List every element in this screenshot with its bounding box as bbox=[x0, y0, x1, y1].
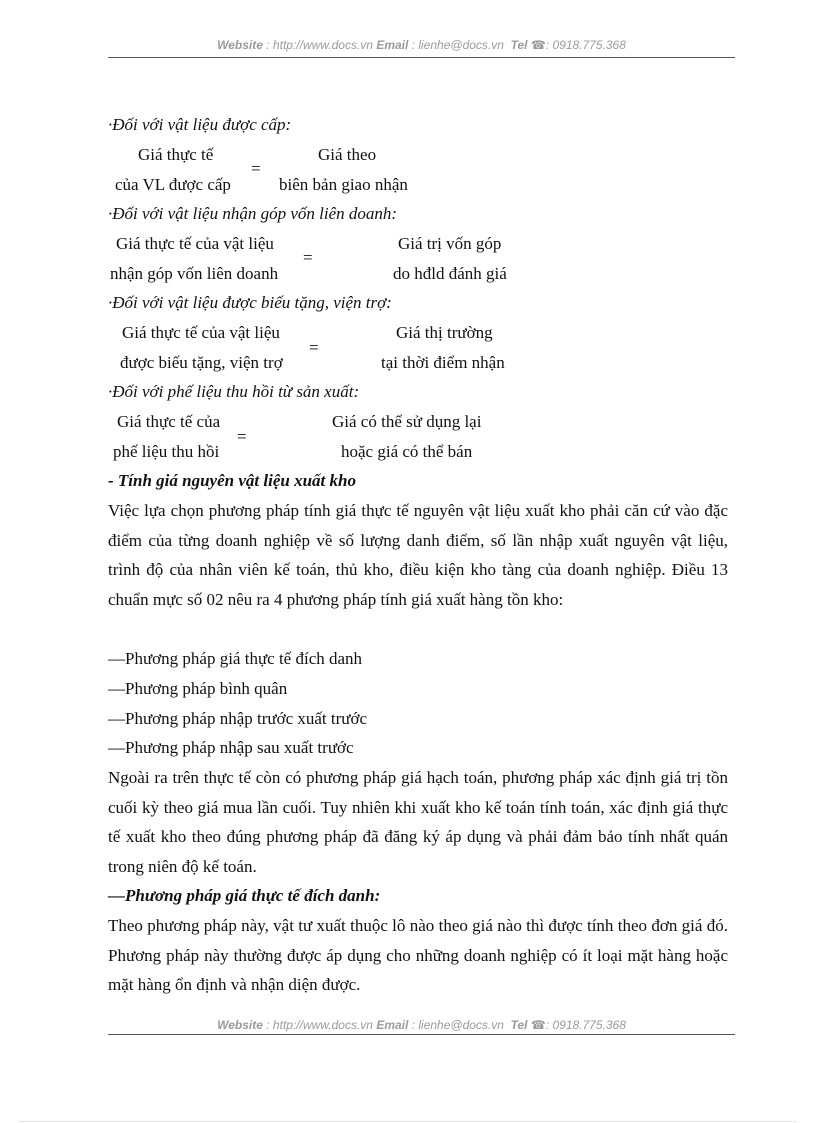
footer-rule bbox=[108, 1034, 735, 1035]
section-heading-bieutang: ·Đối với vật liệu được biếu tặng, viện trợ: bbox=[108, 293, 392, 312]
formula-left-line2: của VL được cấp bbox=[115, 175, 231, 194]
website-label: Website bbox=[217, 38, 263, 52]
equals-sign: = bbox=[309, 338, 319, 357]
tel-value: : 0918.775.368 bbox=[545, 1018, 626, 1032]
tel-value: : 0918.775.368 bbox=[545, 38, 626, 52]
website-value: : http://www.docs.vn bbox=[266, 38, 373, 52]
section-heading-gopvon: ·Đối với vật liệu nhận góp vốn liên doanh: bbox=[108, 204, 398, 223]
formula-right-line2: do hđld đánh giá bbox=[393, 264, 507, 283]
equals-sign: = bbox=[237, 427, 247, 446]
method-item-4: —Phương pháp nhập sau xuất trước bbox=[108, 738, 354, 757]
page-footer bbox=[108, 1018, 735, 1032]
paragraph-intro: Việc lựa chọn phương pháp tính giá thực tế nguyên vật liệu xuất kho phải căn cứ vào đặc điểm của từng doanh nghiệp về số lượng danh điểm, số lần nhập xuất nguyên vật liệu, trình độ của nhân viên kế toán, thủ kho, điều kiện kho tàng của doanh nghiệp. Điều 13 chuẩn mực số 02 nêu ra 4 phương pháp tính giá xuất hàng tồn kho: bbox=[108, 501, 728, 610]
formula-right-line2: biên bản giao nhận bbox=[279, 175, 408, 194]
method-item-2: —Phương pháp bình quân bbox=[108, 679, 288, 698]
method-item-1: —Phương pháp giá thực tế đích danh bbox=[108, 649, 363, 668]
formula-left-line1: Giá thực tế của vật liệu bbox=[116, 234, 274, 253]
method-item-3: —Phương pháp nhập trước xuất trước bbox=[108, 709, 368, 728]
paragraph-dich-danh: Theo phương pháp này, vật tư xuất thuộc lô nào theo giá nào thì được tính theo đơn giá đó. Phương pháp này thường được áp dụng cho những doanh nghiệp có ít loại mặt hàng hoặc mặt hàng ổn định và nhận diện được. bbox=[108, 916, 728, 995]
formula-left-line1: Giá thực tế của bbox=[117, 412, 221, 431]
tel-label: Tel bbox=[510, 1018, 528, 1032]
email-label: Email bbox=[376, 1018, 409, 1032]
section-heading-phelieu: ·Đối với phế liệu thu hồi từ sản xuất: bbox=[108, 382, 360, 401]
section-heading-cap: ·Đối với vật liệu được cấp: bbox=[108, 115, 292, 134]
formula-right-line1: Giá có thể sử dụng lại bbox=[332, 412, 482, 431]
email-value: : lienhe@docs.vn bbox=[411, 38, 504, 52]
email-label: Email bbox=[376, 38, 409, 52]
header-rule bbox=[108, 57, 735, 58]
phone-icon: ☎ bbox=[530, 38, 546, 52]
formula-right-line1: Giá theo bbox=[318, 145, 377, 164]
section-heading-xuatkho: - Tính giá nguyên vật liệu xuất kho bbox=[108, 471, 356, 490]
formula-left-line2: được biếu tặng, viện trợ bbox=[120, 353, 283, 372]
page-bottom-dotted-line bbox=[20, 1121, 796, 1122]
page-header bbox=[108, 38, 735, 52]
formula-left-line1: Giá thực tế của vật liệu bbox=[122, 323, 280, 342]
email-value: : lienhe@docs.vn bbox=[411, 1018, 504, 1032]
subheading-dich-danh: —Phương pháp giá thực tế đích danh: bbox=[108, 886, 381, 905]
website-label: Website bbox=[217, 1018, 263, 1032]
formula-left-line1: Giá thực tế bbox=[138, 145, 214, 164]
tel-label: Tel bbox=[510, 38, 528, 52]
equals-sign: = bbox=[251, 159, 261, 178]
phone-icon: ☎ bbox=[530, 1018, 546, 1032]
formula-right-line1: Giá thị trường bbox=[396, 323, 493, 342]
website-value: : http://www.docs.vn bbox=[266, 1018, 373, 1032]
formula-right-line1: Giá trị vốn góp bbox=[398, 234, 502, 253]
equals-sign: = bbox=[303, 248, 313, 267]
formula-right-line2: tại thời điểm nhận bbox=[381, 353, 505, 372]
paragraph-other-methods: Ngoài ra trên thực tế còn có phương pháp giá hạch toán, phương pháp xác định giá trị tồn cuối kỳ theo giá mua lần cuối. Tuy nhiên khi xuất kho kế toán tính toán, xác định giá thực tế xuất kho theo đúng phương pháp đã đăng ký áp dụng và phải đảm bảo tính nhất quán trong niên độ kế toán. bbox=[108, 768, 728, 877]
formula-right-line2: hoặc giá có thể bán bbox=[341, 442, 473, 461]
formula-left-line2: nhận góp vốn liên doanh bbox=[110, 264, 279, 283]
formula-left-line2: phế liệu thu hồi bbox=[113, 442, 220, 461]
